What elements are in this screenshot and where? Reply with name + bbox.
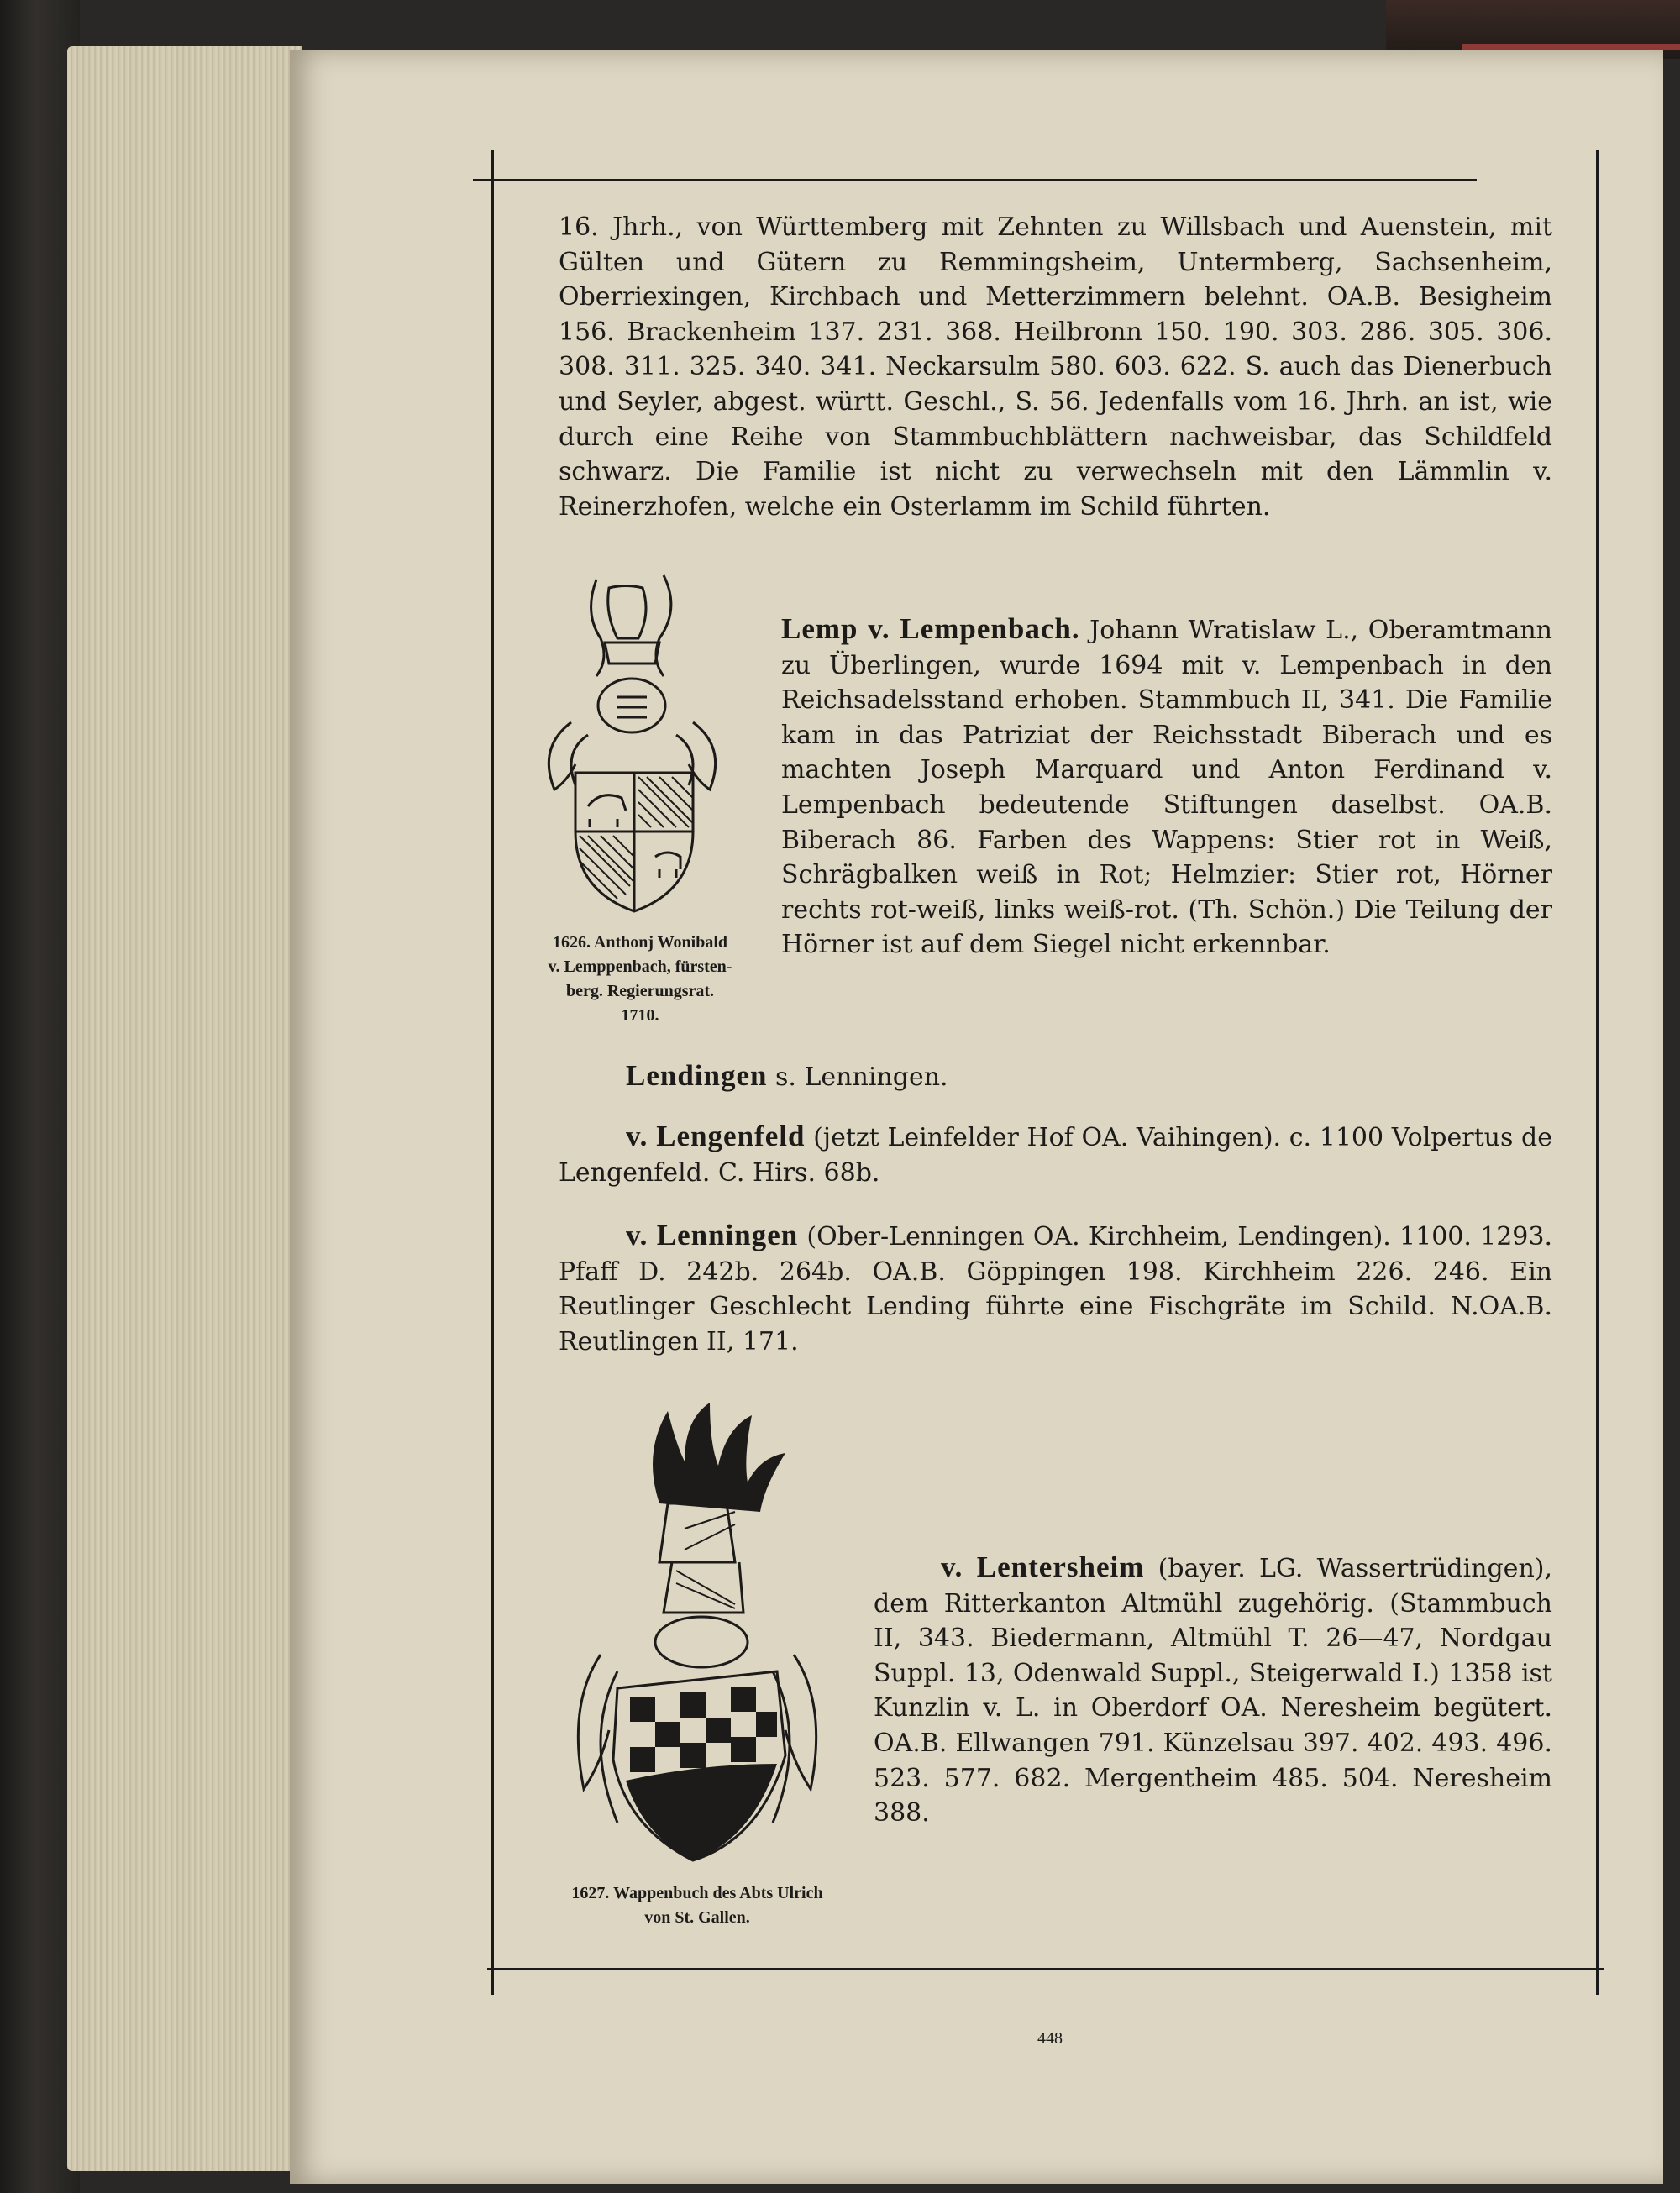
entry-title: v. Lentersheim [941,1550,1145,1583]
coat-of-arms-lentersheim [567,1403,819,1873]
entry-title: Lendingen [626,1059,768,1092]
book-page [290,50,1663,2184]
page-stack [67,46,302,2171]
figure-caption-1627: 1627. Wappenbuch des Abts Ulrich von St. Gallen. [571,1884,823,1927]
entry-v-lenningen: v. Lenningen (Ober-Lenningen OA. Kirchheim, Lendingen). 1100. 1293. Pfaff D. 242b. 264b. OA.B. Göppingen 198. Kirchheim 226. 246. Ein Reutlinger Geschlecht Lending führte eine Fischgräte im Schild. N.OA.B. Reutlingen II, 171. [559,1219,1552,1356]
frame-bottom-left-tick [491,1953,494,1995]
frame-top-rule [473,179,1477,181]
page-number: 448 [1037,2029,1063,2048]
figure-caption-1626: 1626. Anthonj Wonibald v. Lemppenbach, fürsten- berg. Regierungsrat. 1710. [548,933,732,1025]
frame-left-rule [491,150,494,1995]
entry-v-lentersheim: v. Lentersheim (bayer. LG. Wassertrüdingen), dem Ritterkanton Altmühl zugehörig. (Stammbuch II, 343. Biedermann, Altmühl T. 26—47, Nordgau Suppl. 13, Odenwald Suppl., Steigerwald I.) 1358 ist Kunzlin v. L. in Oberdorf OA. Neresheim begütert. OA.B. Ellwangen 791. Künzelsau 397. 402. 493. 496. 523. 577. 682. Mergentheim 485. 504. Neresheim 388. [874,1550,1553,1828]
frame-bottom-rule [487,1968,1604,1970]
figure-number: 1627. [571,1884,610,1902]
frame-right-rule [1596,150,1599,1995]
entry-lendingen: Lendingen s. Lenningen. [626,1059,948,1092]
entry-title: v. Lengenfeld [626,1120,806,1152]
entry-v-lengenfeld: v. Lengenfeld (jetzt Leinfelder Hof OA. Vaihingen). c. 1100 Volpertus de Lengenfeld. C. Hirs. 68b. [559,1120,1553,1188]
intro-paragraph: 16. Jhrh., von Württemberg mit Zehnten zu Willsbach und Auenstein, mit Gülten und Gütern zu Remmingsheim, Untermberg, Sachsenheim, Oberriexingen, Kirchbach und Metterzimmern belehnt. OA.B. Besigheim 156. Brackenheim 137. 231. 368. Heilbronn 150. 190. 303. 286. 305. 306. 308. 311. 325. 340. 341. Neckarsulm 580. 603. 622. S. auch das Dienerbuch und Seyler, abgest. württ. Geschl., S. 56. Jedenfalls vom 16. Jhrh. an ist, wie durch eine Reihe von Stammbuchblättern nachweisbar, das Schildfeld schwarz. Die Familie ist nicht zu verwechseln mit den Lämmlin v. Reinerzhofen, welche ein Osterlamm im Schild führten. [559,212,1552,522]
figure-number: 1626. [552,933,591,952]
entry-title: Lemp v. Lempenbach. [781,612,1080,645]
coat-of-arms-lempenbach [538,563,731,924]
entry-title: v. Lenningen [626,1219,799,1251]
frame-bottom-right-tick [1596,1953,1599,1995]
entry-lemp-v-lempenbach: Lemp v. Lempenbach. Johann Wratislaw L., Oberamtmann zu Überlingen, wurde 1694 mit v. Lempenbach in den Reichsadelsstand erhoben. Stammbuch II, 341. Die Familie kam in das Patriziat der Reichsstadt Biberach und es machten Joseph Marquard und Anton Ferdinand v. Lempenbach bedeutende Stiftungen daselbst. OA.B. Biberach 86. Farben des Wappens: Stier rot in Weiß, Schrägbalken weiß in Rot; Helmzier: Stier rot, Hörner rechts rot-weiß, links weiß-rot. (Th. Schön.) Die Teilung der Hörner ist auf dem Siegel nicht erkennbar. [781,612,1552,960]
